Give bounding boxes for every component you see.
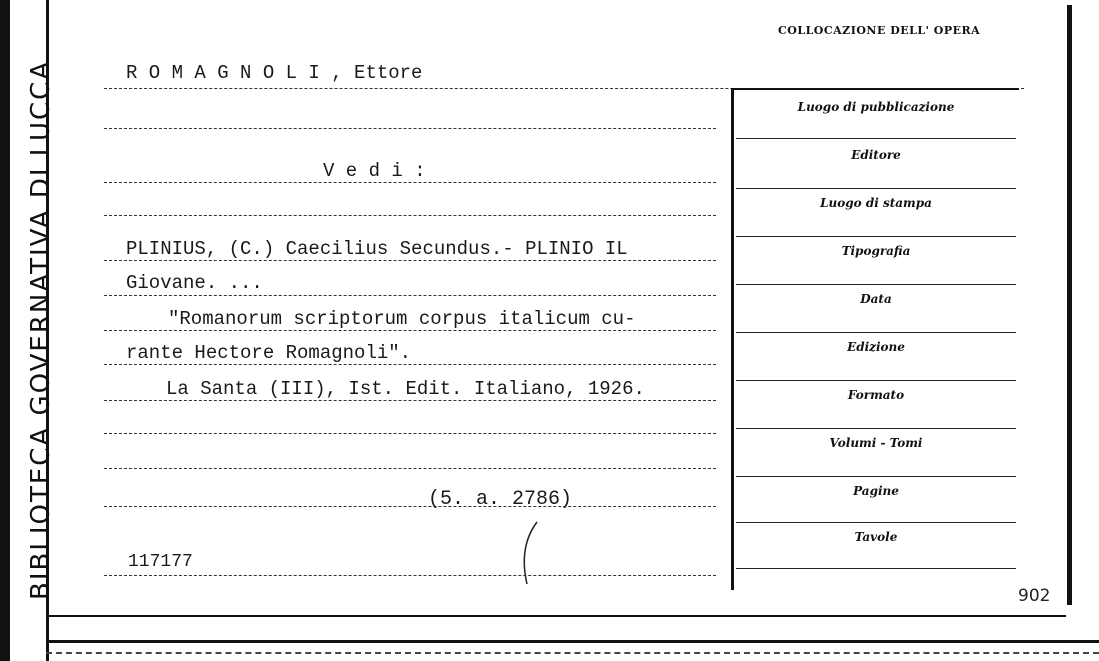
field-volumi-tomi: Volumi - Tomi xyxy=(829,436,923,450)
pencil-mark xyxy=(515,518,545,588)
field-pagine: Pagine xyxy=(853,484,899,498)
field-rule xyxy=(736,380,1016,381)
field-edizione: Edizione xyxy=(847,340,905,354)
field-data: Data xyxy=(860,292,892,306)
bottom-border xyxy=(46,615,1066,617)
entry-line-4: rante Hectore Romagnoli". xyxy=(126,342,412,364)
ruled-line xyxy=(104,468,716,469)
ruled-line xyxy=(104,260,716,261)
entry-line-3: "Romanorum scriptorum corpus italicum cu- xyxy=(168,308,636,330)
ruled-line xyxy=(104,506,716,507)
library-name-vertical: BIBLIOTECA GOVERNATIVA DI LUCCA xyxy=(26,59,56,600)
entry-line-1: PLINIUS, (C.) Caecilius Secundus.- PLINIO IL xyxy=(126,238,628,260)
bottom-border xyxy=(46,652,1099,654)
field-editore: Editore xyxy=(851,148,901,162)
bottom-border xyxy=(46,640,1099,643)
field-rule xyxy=(736,428,1016,429)
author-heading: R O M A G N O L I , Ettore xyxy=(126,62,423,84)
ruled-line xyxy=(104,575,716,576)
right-edge-border xyxy=(1067,5,1072,605)
inventory-number: 117177 xyxy=(128,552,193,572)
collocation-header: COLLOCAZIONE DELL' OPERA xyxy=(778,24,981,37)
field-rule xyxy=(736,476,1016,477)
field-rule xyxy=(736,522,1016,523)
ruled-line xyxy=(104,128,716,129)
entry-line-2: Giovane. ... xyxy=(126,272,263,294)
field-rule xyxy=(736,138,1016,139)
ruled-line xyxy=(104,433,716,434)
left-band xyxy=(0,0,56,661)
ruled-line xyxy=(104,295,716,296)
field-luogo-stampa: Luogo di stampa xyxy=(820,196,932,210)
entry-line-5: La Santa (III), Ist. Edit. Italiano, 1926. xyxy=(166,378,645,400)
field-rule xyxy=(736,188,1016,189)
field-tavole: Tavole xyxy=(854,530,898,544)
ruled-line xyxy=(104,364,716,365)
left-edge-border xyxy=(0,0,10,661)
field-tipografia: Tipografia xyxy=(841,244,911,258)
field-luogo-pubblicazione: Luogo di pubblicazione xyxy=(797,100,955,114)
shelfmark: (5. a. 2786) xyxy=(428,488,573,511)
field-rule xyxy=(736,568,1016,569)
field-formato: Formato xyxy=(847,388,905,402)
ruled-line xyxy=(104,330,716,331)
field-rule xyxy=(736,284,1016,285)
ruled-line xyxy=(104,400,716,401)
ruled-line xyxy=(104,182,716,183)
see-reference: V e d i : xyxy=(323,160,426,182)
ruled-line xyxy=(104,215,716,216)
field-rule xyxy=(736,332,1016,333)
corner-number: 902 xyxy=(1018,586,1051,606)
publication-fields-panel xyxy=(731,88,1019,590)
field-rule xyxy=(736,236,1016,237)
